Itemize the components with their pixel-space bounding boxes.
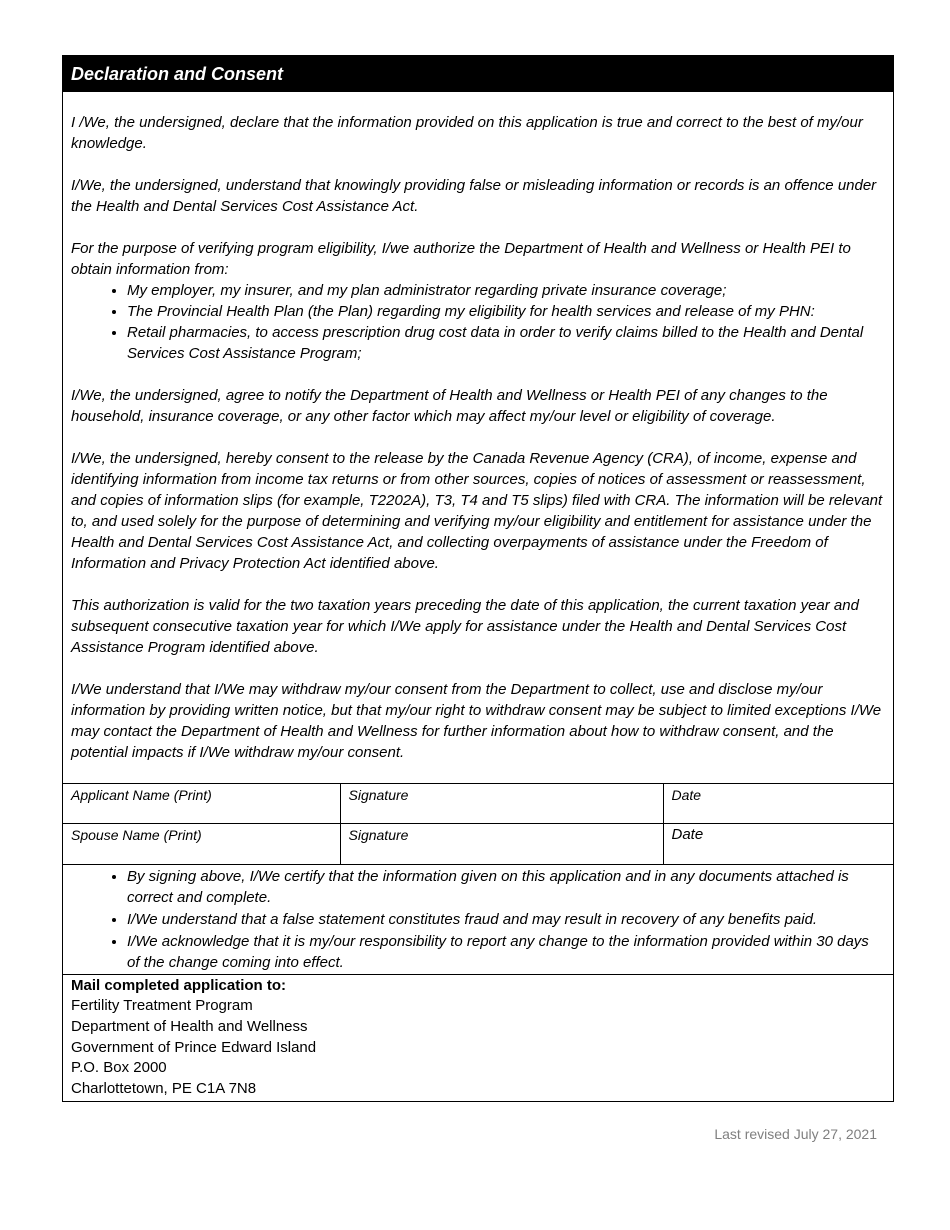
spouse-signature-field[interactable]: Signature [340, 824, 663, 864]
section-title: Declaration and Consent [63, 56, 893, 92]
signature-table [63, 783, 893, 864]
list-item: • I/We acknowledge that it is my/our responsibility to report any change to the information provided within 30 days of the change coming into effect. [127, 931, 885, 973]
revision-date: Last revised July 27, 2021 [714, 1126, 877, 1142]
table-row [63, 824, 893, 864]
spouse-name-field[interactable]: Spouse Name (Print) [63, 824, 340, 864]
declaration-section [62, 55, 894, 1102]
list-item: • By signing above, I/We certify that the information given on this application and in any documents attached is correct and complete. [127, 866, 885, 908]
address-line: Charlottetown, PE C1A 7N8 [71, 1080, 257, 1098]
certification-list [71, 866, 885, 973]
list-item: • Retail pharmacies, to access prescription drug cost data in order to verify claims billed to the Health and Dental Services Cost Assistance Program; [127, 322, 885, 364]
address-line: P.O. Box 2000 [71, 1059, 167, 1077]
certification-section [63, 864, 893, 973]
declaration-paragraph: I/We, the undersigned, understand that knowingly providing false or misleading information or records is an offence under the Health and Dental Services Cost Assistance Act. [71, 177, 877, 215]
list-item: • The Provincial Health Plan (the Plan) regarding my eligibility for health services and release of my PHN: [127, 301, 885, 322]
address-line: Fertility Treatment Program [71, 997, 253, 1015]
spouse-date-field[interactable]: Date [663, 824, 893, 864]
list-item: • My employer, my insurer, and my plan administrator regarding private insurance coverage; [127, 280, 885, 301]
address-line: Government of Prince Edward Island [71, 1038, 317, 1056]
applicant-name-field[interactable]: Applicant Name (Print) [63, 784, 340, 824]
applicant-signature-field[interactable]: Signature [340, 784, 663, 824]
table-row [63, 784, 893, 824]
declaration-body [63, 92, 893, 783]
mailing-heading: Mail completed application to: [71, 976, 287, 994]
mailing-address-section [63, 974, 893, 1101]
declaration-paragraph: I/We, the undersigned, hereby consent to the release by the Canada Revenue Agency (CRA), of income, expense and identifying information from income tax returns or from other sources, copies of notices of assessment or reassessment, and copies of information slips (for example, T2202A), T3, T4 and T5 slips) filed with CRA. The information will be relevant to, and used solely for the purpose of determining and verifying my/our eligibility and entitlement for assistance under the Health and Dental Services Cost Assistance Act, and collecting overpayments of assistance under the Freedom of Information and Privacy Protection Act identified above. [71, 450, 883, 572]
declaration-paragraph: This authorization is valid for the two taxation years preceding the date of this application, the current taxation year and subsequent consecutive taxation year for which I/We apply for assistance under the Health and Dental Services Cost Assistance Program identified above. [71, 597, 859, 656]
declaration-paragraph: I /We, the undersigned, declare that the information provided on this application is true and correct to the best of my/our knowledge. [71, 114, 863, 152]
declaration-paragraph: I/We understand that I/We may withdraw my/our consent from the Department to collect, use and disclose my/our information by providing written notice, but that my/our right to withdraw consent may be subject to limited exceptions I/We may contact the Department of Health and Wellness for further information about how to withdraw consent, and the potential impacts if I/We withdraw my/our consent. [71, 681, 882, 761]
list-item: • I/We understand that a false statement constitutes fraud and may result in recovery of any benefits paid. [127, 909, 885, 930]
declaration-paragraph: For the purpose of verifying program eligibility, I/we authorize the Department of Health and Wellness or Health PEI to obtain information from: [71, 240, 851, 278]
applicant-date-field[interactable]: Date [663, 784, 893, 824]
declaration-paragraph: I/We, the undersigned, agree to notify the Department of Health and Wellness or Health PEI of any changes to the household, insurance coverage, or any other factor which may affect my/our level or eligibility of coverage. [71, 387, 828, 425]
authorized-sources-list [71, 280, 885, 364]
address-line: Department of Health and Wellness [71, 1017, 308, 1035]
